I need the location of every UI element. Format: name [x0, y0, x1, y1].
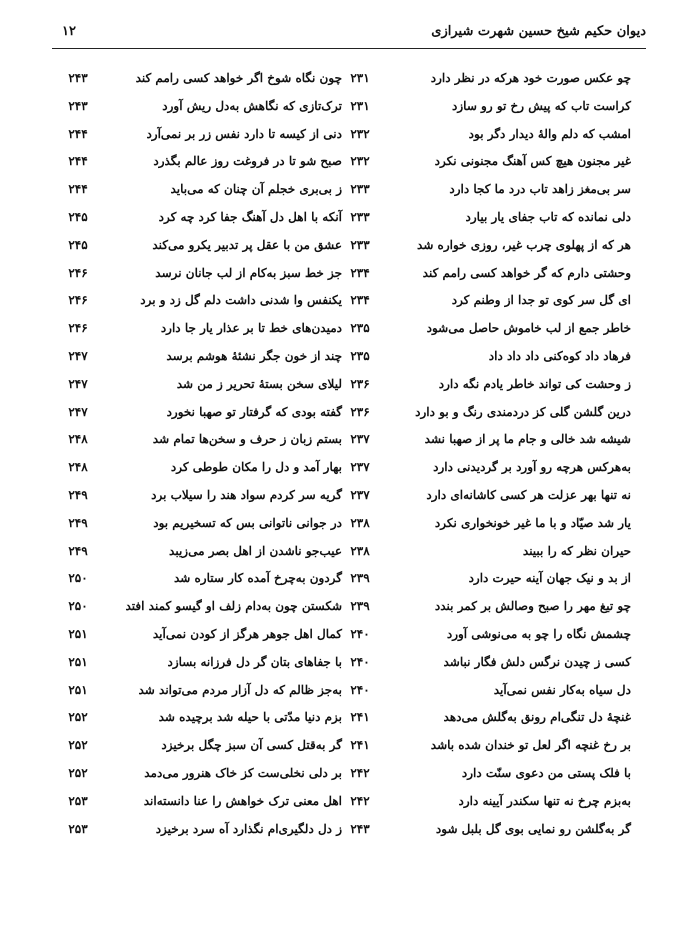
- first-line-right: نه تنها بهر عزلت هر کسی کاشانه‌ای دارد: [426, 487, 631, 502]
- first-line-left: دنی از کیسه تا دارد نفس زر بر نمی‌آرد: [146, 126, 342, 141]
- page-ref-left: ۲۴۹: [68, 543, 88, 558]
- first-line-right: فرهاد داد کوه‌کنی داد داد داد: [488, 348, 631, 363]
- index-row: [0, 709, 698, 737]
- first-line-right: به‌بزم چرخ نه تنها سکندر آیینه دارد: [458, 793, 631, 808]
- first-line-left: یکنفس وا شدنی داشت دلم گل زد و برد: [140, 293, 342, 308]
- index-row: [0, 765, 698, 793]
- header-rule: [52, 48, 646, 49]
- page-ref-left: ۲۴۷: [68, 404, 88, 419]
- first-line-right: ای گل سر کوی تو جدا از وطنم کرد: [451, 293, 631, 308]
- first-line-right: بر رخ غنچه اگر لعل تو خندان شده باشد: [430, 738, 631, 753]
- page-ref-right: ۲۴۰: [350, 682, 370, 697]
- page-ref-right: ۲۳۶: [350, 376, 370, 391]
- index-row: [0, 737, 698, 765]
- index-row: [0, 237, 698, 265]
- first-line-right: از بد و نیک جهان آینه حیرت دارد: [468, 571, 631, 586]
- first-line-left: به‌جز ظالم که دل آزار مردم می‌تواند شد: [138, 682, 342, 697]
- page-ref-right: ۲۴۰: [350, 626, 370, 641]
- first-line-right: درین گلشن گلی کز دردمندی رنگ و بو دارد: [415, 404, 631, 419]
- first-line-left: بزم دنیا مدّتی با حیله شد برچیده شد: [158, 710, 342, 725]
- page-ref-right: ۲۳۳: [350, 237, 370, 252]
- page-ref-left: ۲۵۱: [68, 654, 88, 669]
- first-line-left: اهل معنی ترک خواهش را عنا دانسته‌اند: [143, 793, 342, 808]
- page-header: [52, 18, 646, 46]
- first-line-right: امشب که دلم والهٔ دیدار دگر بود: [468, 126, 631, 141]
- page-ref-right: ۲۳۷: [350, 487, 370, 502]
- first-line-left: بستم زبان ز حرف و سخن‌ها تمام شد: [152, 432, 342, 447]
- page-ref-right: ۲۳۵: [350, 321, 370, 336]
- first-line-left: آنکه با اهل دل آهنگ جفا کرد چه کرد: [158, 209, 342, 224]
- page-ref-left: ۲۵۰: [68, 599, 88, 614]
- page-ref-right: ۲۳۲: [350, 154, 370, 169]
- first-line-left: شکستن چون به‌دام زلف او گیسو کمند افتد: [125, 599, 342, 614]
- index-row: [0, 654, 698, 682]
- first-line-right: حیران نظر که را ببیند: [522, 543, 631, 558]
- page-ref-left: ۲۴۶: [68, 265, 88, 280]
- page-ref-right: ۲۳۵: [350, 348, 370, 363]
- page-ref-right: ۲۴۰: [350, 654, 370, 669]
- book-title: دیوان حکیم شیخ حسین شهرت شیرازی: [431, 24, 646, 39]
- first-line-right: گر به‌گلشن رو نمایی بوی گل بلبل شود: [435, 821, 631, 836]
- page-ref-left: ۲۴۹: [68, 515, 88, 530]
- first-line-left: چون نگاه شوخ اگر خواهد کسی رامم کند: [135, 71, 342, 85]
- page-ref-right: ۲۴۲: [350, 793, 370, 808]
- first-line-right: کراست تاب که پیش رخ تو رو سازد: [452, 98, 631, 113]
- first-line-left: بهار آمد و دل را مکان طوطی کرد: [170, 460, 342, 475]
- first-line-right: وحشتی دارم که گر خواهد کسی رامم کند: [422, 265, 631, 280]
- index-row: [0, 793, 698, 821]
- first-line-right: دل سیاه به‌کار نفس نمی‌آید: [493, 682, 631, 697]
- index-row: [0, 181, 698, 209]
- page-ref-right: ۲۳۶: [350, 404, 370, 419]
- page-ref-right: ۲۳۷: [350, 460, 370, 475]
- first-line-left: ز بی‌بری خجلم آن چنان که می‌باید: [170, 182, 342, 197]
- page-ref-right: ۲۳۱: [350, 71, 370, 85]
- page-ref-left: ۲۴۴: [68, 182, 88, 197]
- first-line-right: به‌هرکس هرچه رو آورد بر گردیدنی دارد: [433, 460, 631, 475]
- page-ref-left: ۲۵۳: [68, 793, 88, 808]
- first-line-left: عشق من با عقل پر تدبیر یکرو می‌کند: [152, 237, 342, 252]
- first-line-left: چند از خون جگر نشئهٔ هوشم برسد: [166, 348, 342, 363]
- first-line-right: غیر مجنون هیچ کس آهنگ مجنونی نکرد: [434, 154, 631, 169]
- page-ref-left: ۲۴۸: [68, 432, 88, 447]
- first-line-left: گریه سر کردم سواد هند را سیلاب برد: [151, 487, 342, 502]
- page-ref-right: ۲۳۸: [350, 543, 370, 558]
- page-ref-left: ۲۴۴: [68, 126, 88, 141]
- index-row: [0, 515, 698, 543]
- first-line-right: چو تیغ مهر را صبح وصالش بر کمر بندد: [434, 599, 631, 614]
- first-line-right: ز وحشت کی تواند خاطر یادم نگه دارد: [438, 376, 631, 391]
- page-ref-left: ۲۴۹: [68, 487, 88, 502]
- first-line-right: کسی ز چیدن نرگس دلش فگار نباشد: [443, 654, 631, 669]
- first-line-right: یار شد صیّاد و با ما غیر خونخواری نکرد: [434, 515, 631, 530]
- index-row: [0, 209, 698, 237]
- first-line-right: سر بی‌مغز زاهد تاب درد ما کجا دارد: [449, 182, 631, 197]
- page-ref-right: ۲۳۴: [350, 293, 370, 308]
- index-row: [0, 404, 698, 432]
- page-ref-right: ۲۳۴: [350, 265, 370, 280]
- index-row: [0, 126, 698, 154]
- first-line-left: ترک‌تازی که نگاهش به‌دل ریش آورد: [162, 98, 342, 113]
- index-row: [0, 543, 698, 571]
- first-line-right: هر که از پهلوی چرب غیر، روزی خواره شد: [417, 237, 631, 252]
- index-row: [0, 320, 698, 348]
- index-row: [0, 70, 698, 98]
- first-line-right: غنچهٔ دل تنگی‌ام رونق به‌گلش می‌دهد: [443, 710, 631, 725]
- page-ref-left: ۲۴۳: [68, 98, 88, 113]
- first-line-left: بر دلی نخلی‌ست کز خاک هنرور می‌دمد: [144, 765, 342, 780]
- page-ref-left: ۲۴۸: [68, 460, 88, 475]
- page-ref-left: ۲۴۵: [68, 237, 88, 252]
- page-ref-left: ۲۴۷: [68, 348, 88, 363]
- index-row: [0, 682, 698, 710]
- first-line-left: جز خط سبز به‌کام از لب جانان نرسد: [155, 265, 342, 280]
- first-line-left: دمیدن‌های خط تا بر عذار یار جا دارد: [160, 321, 342, 336]
- index-row: [0, 98, 698, 126]
- first-line-right: با فلک پستی من دعوی سنّت دارد: [461, 765, 631, 780]
- page-ref-right: ۲۴۳: [350, 821, 370, 836]
- page-ref-left: ۲۵۲: [68, 710, 88, 725]
- page-ref-left: ۲۴۳: [68, 71, 88, 85]
- index-row: [0, 626, 698, 654]
- first-line-left: با جفاهای بتان گر دل فرزانه بسازد: [167, 654, 342, 669]
- index-row: [0, 348, 698, 376]
- page-ref-left: ۲۵۱: [68, 626, 88, 641]
- index-row: [0, 265, 698, 293]
- page-ref-left: ۲۴۵: [68, 209, 88, 224]
- page-ref-left: ۲۴۶: [68, 321, 88, 336]
- page-ref-right: ۲۴۲: [350, 765, 370, 780]
- first-line-left: صبح شو تا در فروغت روز عالم بگذرد: [153, 154, 342, 169]
- first-line-right: دلی نمانده که تاب جفای یار بیارد: [465, 209, 631, 224]
- first-line-left: عیب‌جو ناشدن از اهل بصر می‌زیبد: [169, 543, 342, 558]
- first-line-right: شیشه شد خالی و جام ما پر از صهبا نشد: [424, 432, 631, 447]
- page-number: ۱۲: [62, 24, 76, 39]
- first-line-left: گردون به‌چرخ آمده کار ستاره شد: [173, 571, 342, 586]
- page-ref-left: ۲۴۷: [68, 376, 88, 391]
- page-ref-left: ۲۴۴: [68, 154, 88, 169]
- index-row: [0, 431, 698, 459]
- page-ref-right: ۲۳۳: [350, 182, 370, 197]
- page-ref-left: ۲۵۳: [68, 821, 88, 836]
- page-ref-right: ۲۳۳: [350, 209, 370, 224]
- index-row: [0, 376, 698, 404]
- page-ref-right: ۲۳۲: [350, 126, 370, 141]
- page-ref-right: ۲۳۷: [350, 432, 370, 447]
- page-ref-right: ۲۳۹: [350, 571, 370, 586]
- first-line-right: چو عکس صورت خود هرکه در نظر دارد: [430, 71, 631, 85]
- first-line-left: گفته بودی که گرفتار تو صهبا نخورد: [166, 404, 342, 419]
- page-ref-left: ۲۵۲: [68, 765, 88, 780]
- page-ref-right: ۲۴۱: [350, 710, 370, 725]
- page-ref-left: ۲۵۱: [68, 682, 88, 697]
- first-line-left: در جوانی ناتوانی بس که تسخیریم بود: [153, 515, 342, 530]
- index-row: [0, 821, 698, 849]
- index-table: [0, 70, 698, 848]
- page-ref-left: ۲۵۰: [68, 571, 88, 586]
- first-line-right: خاطر جمع از لب خاموش حاصل می‌شود: [426, 321, 631, 336]
- index-row: [0, 292, 698, 320]
- index-row: [0, 153, 698, 181]
- index-row: [0, 459, 698, 487]
- page-ref-left: ۲۴۶: [68, 293, 88, 308]
- page-ref-right: ۲۴۱: [350, 738, 370, 753]
- first-line-left: کمال اهل جوهر هرگز از کودن نمی‌آید: [152, 626, 342, 641]
- page-ref-right: ۲۳۸: [350, 515, 370, 530]
- index-row: [0, 598, 698, 626]
- page-ref-left: ۲۵۲: [68, 738, 88, 753]
- index-row: [0, 570, 698, 598]
- index-row: [0, 487, 698, 515]
- first-line-left: ز دل دلگیری‌ام نگذارد آه سرد برخیزد: [155, 821, 342, 836]
- first-line-left: لیلای سخن بستهٔ تحریر ز من شد: [176, 376, 342, 391]
- page-ref-right: ۲۳۹: [350, 599, 370, 614]
- page-ref-right: ۲۳۱: [350, 98, 370, 113]
- first-line-left: گر به‌قتل کسی آن سبز چگل برخیزد: [161, 738, 342, 753]
- first-line-right: چشمش نگاه را چو به می‌نوشی آورد: [446, 626, 631, 641]
